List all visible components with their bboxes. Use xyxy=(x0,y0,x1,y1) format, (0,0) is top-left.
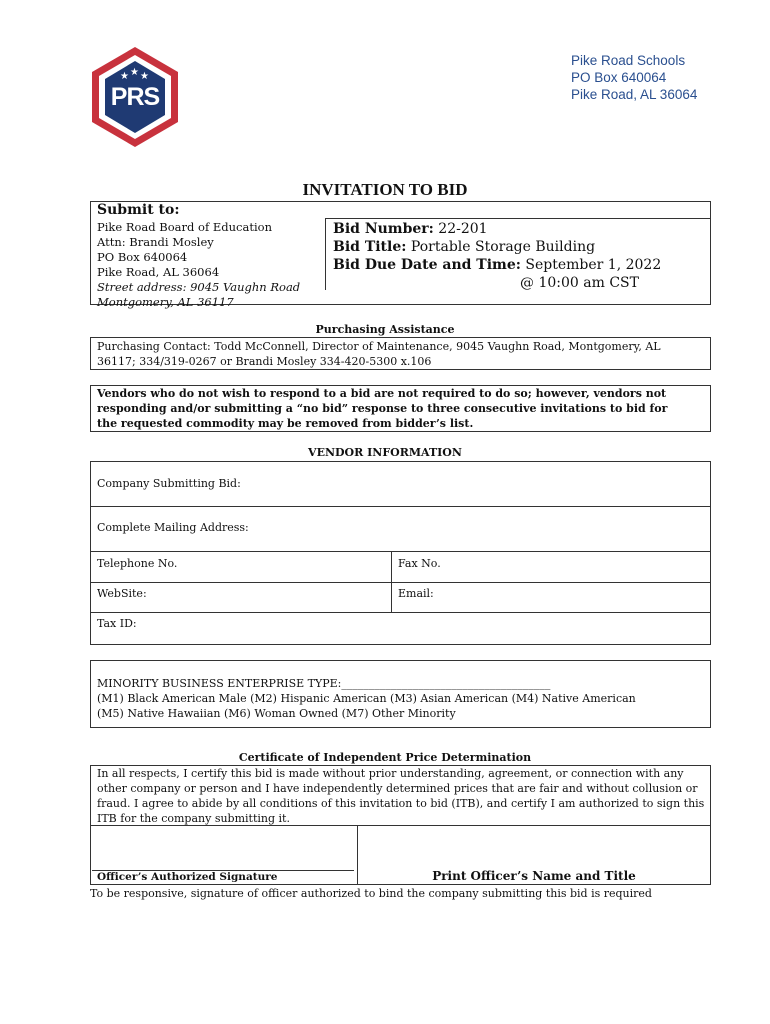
address-line: PO Box 640064 xyxy=(571,70,667,85)
phone-label: Telephone No. xyxy=(97,557,178,570)
address-line: Pike Road, AL 36064 xyxy=(571,87,698,102)
taxid-label: Tax ID: xyxy=(97,617,137,630)
bid-due xyxy=(333,256,661,274)
signature-field[interactable] xyxy=(92,828,354,866)
submit-heading: Submit to: xyxy=(97,202,180,218)
website-label: WebSite: xyxy=(97,587,147,600)
submit-line: Pike Road Board of Education xyxy=(97,220,272,234)
vendor-col-divider xyxy=(391,551,392,612)
page-title: INVITATION TO BID xyxy=(302,180,468,199)
vendor-divider xyxy=(90,551,711,552)
website-field[interactable] xyxy=(155,585,385,610)
bid-number-value: 22-201 xyxy=(438,221,488,237)
org-address xyxy=(571,52,697,103)
company-field[interactable] xyxy=(240,470,700,500)
purchasing-line: Purchasing Contact: Todd McConnell, Director of Maintenance, 9045 Vaughn Road, Montgomery, AL xyxy=(97,340,661,353)
mailing-field[interactable] xyxy=(250,514,700,544)
submit-street: Street address: 9045 Vaughn Road xyxy=(97,280,301,294)
mailing-label: Complete Mailing Address: xyxy=(97,521,249,534)
minority-options: (M5) Native Hawaiian (M6) Woman Owned (M7) Other Minority xyxy=(97,707,456,720)
bid-title xyxy=(333,238,661,256)
print-name-label: Print Officer’s Name and Title xyxy=(432,869,636,883)
bid-details xyxy=(333,220,661,292)
certificate-line: ITB for the company submitting it. xyxy=(97,812,290,825)
certificate-line: In all respects, I certify this bid is made without prior understanding, agreement, or connection with any xyxy=(97,767,684,780)
address-line: Pike Road Schools xyxy=(571,53,686,68)
minority-options: (M1) Black American Male (M2) Hispanic American (M3) Asian American (M4) Native American xyxy=(97,692,636,705)
svg-text:★: ★ xyxy=(130,67,139,78)
bid-due-time: @ 10:00 am CST xyxy=(520,275,639,291)
purchasing-contact xyxy=(97,339,661,369)
svg-text:★: ★ xyxy=(120,71,129,82)
bid-number-label: Bid Number: xyxy=(333,221,434,237)
taxid-field[interactable] xyxy=(145,615,705,641)
minority-text xyxy=(97,676,636,721)
certificate-heading: Certificate of Independent Price Determination xyxy=(238,751,532,764)
fax-field[interactable] xyxy=(445,554,705,580)
prs-logo xyxy=(90,45,180,149)
bid-due-date: September 1, 2022 xyxy=(525,257,662,273)
fax-label: Fax No. xyxy=(398,557,441,570)
notice-line: the requested commodity may be removed from bidder’s list. xyxy=(97,417,474,430)
purchasing-heading: Purchasing Assistance xyxy=(315,323,455,336)
notice-line: responding and/or submitting a “no bid” response to three consecutive invitations to bid for xyxy=(97,402,668,415)
signature-label: Officer’s Authorized Signature xyxy=(97,871,278,883)
vendor-divider xyxy=(90,612,711,613)
notice-line: Vendors who do not wish to respond to a bid are not required to do so; however, vendors not xyxy=(97,387,667,400)
logo-text: PRS xyxy=(110,83,160,111)
bid-due-label: Bid Due Date and Time: xyxy=(333,257,521,273)
submit-address xyxy=(97,220,300,310)
certificate-text xyxy=(97,766,704,826)
email-label: Email: xyxy=(398,587,434,600)
bid-title-value: Portable Storage Building xyxy=(410,239,596,255)
vendor-heading: VENDOR INFORMATION xyxy=(308,446,462,459)
purchasing-line: 36117; 334/319-0267 or Brandi Mosley 334-420-5300 x.106 xyxy=(97,355,432,368)
svg-text:★: ★ xyxy=(140,71,149,82)
submit-line: PO Box 640064 xyxy=(97,250,188,264)
notice-text xyxy=(97,386,667,431)
submit-line: Attn: Brandi Mosley xyxy=(97,235,214,249)
submit-line: Pike Road, AL 36064 xyxy=(97,265,220,279)
print-name-field[interactable] xyxy=(360,828,708,866)
footer-note: To be responsive, signature of officer authorized to bind the company submitting this bid is required xyxy=(90,887,652,900)
bid-number xyxy=(333,220,661,238)
vendor-divider xyxy=(90,506,711,507)
company-label: Company Submitting Bid: xyxy=(97,477,241,490)
phone-field[interactable] xyxy=(180,554,385,580)
submit-street: Montgomery, AL 36117 xyxy=(97,295,234,309)
bid-title-label: Bid Title: xyxy=(333,239,407,255)
email-field[interactable] xyxy=(440,585,705,610)
vendor-divider xyxy=(90,582,711,583)
certificate-line: fraud. I agree to abide by all conditions of this invitation to bid (ITB), and certify I am authorized to sign this xyxy=(97,797,705,810)
certificate-line: other company or person and I have independently determined prices that are fair and without collusion or xyxy=(97,782,698,795)
minority-type-line[interactable]: MINORITY BUSINESS ENTERPRISE TYPE:______________________________________ xyxy=(97,677,551,690)
signature-divider xyxy=(90,825,711,826)
